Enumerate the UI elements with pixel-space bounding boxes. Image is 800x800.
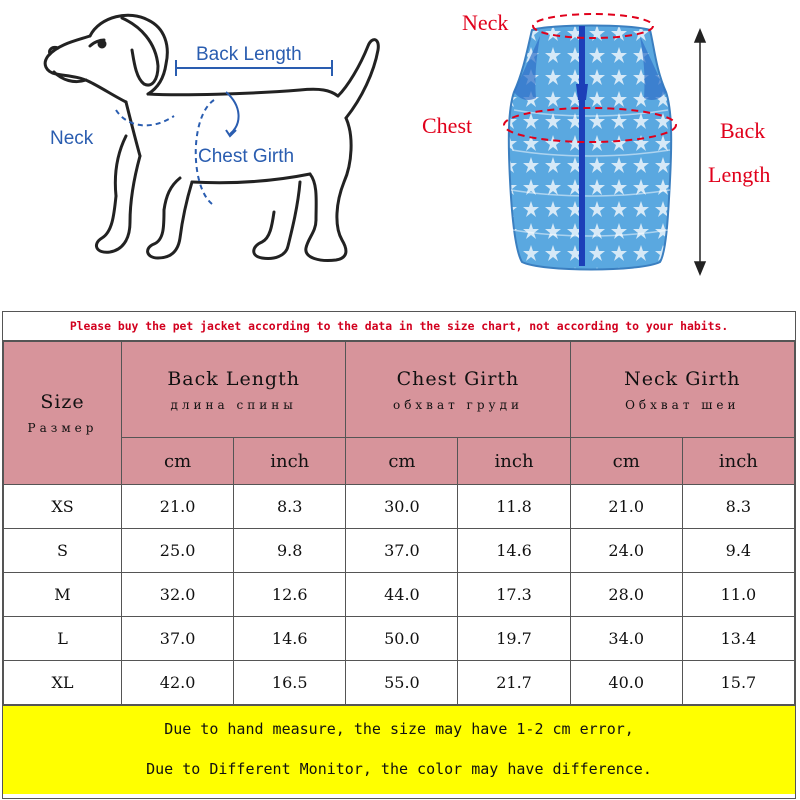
size-header-label-ru: Размер	[27, 421, 98, 435]
value-cell: 21.0	[570, 485, 682, 529]
size-header-label: Size	[40, 391, 85, 413]
table-row	[4, 661, 795, 705]
vest-label-neck: Neck	[462, 10, 509, 35]
dog-label-chest-girth: Chest Girth	[198, 146, 295, 167]
value-cell: 15.7	[682, 661, 794, 705]
vest-length-arrow	[695, 30, 705, 274]
value-cell: 19.7	[458, 617, 570, 661]
value-cell: 9.8	[234, 529, 346, 573]
group-title: Back Length	[167, 367, 300, 390]
value-cell: 16.5	[234, 661, 346, 705]
value-cell: 17.3	[458, 573, 570, 617]
group-subtitle: Обхват шеи	[625, 397, 740, 412]
value-cell: 21.7	[458, 661, 570, 705]
measurement-diagrams	[0, 0, 800, 312]
size-notice: Please buy the pet jacket according to the data in the size chart, not according to your habits.	[3, 312, 795, 341]
size-cell: XL	[4, 661, 122, 705]
vest-label-chest: Chest	[422, 113, 473, 138]
group-subtitle: длина спины	[170, 397, 297, 412]
size-cell: XS	[4, 485, 122, 529]
group-subtitle: обхват груди	[392, 397, 523, 412]
value-cell: 8.3	[234, 485, 346, 529]
table-header-row	[4, 342, 795, 438]
value-cell: 37.0	[346, 529, 458, 573]
value-cell: 44.0	[346, 573, 458, 617]
value-cell: 40.0	[570, 661, 682, 705]
disclaimer-footer	[3, 705, 795, 794]
neck-girth-header	[570, 342, 794, 438]
vest-image	[509, 26, 671, 270]
size-cell: M	[4, 573, 122, 617]
disclaimer-line-2: Due to Different Monitor, the color may have difference.	[146, 760, 652, 778]
value-cell: 9.4	[682, 529, 794, 573]
unit-header: inch	[458, 438, 570, 485]
group-title: Chest Girth	[396, 367, 520, 390]
value-cell: 55.0	[346, 661, 458, 705]
value-cell: 50.0	[346, 617, 458, 661]
value-cell: 11.0	[682, 573, 794, 617]
value-cell: 8.3	[682, 485, 794, 529]
value-cell: 14.6	[458, 529, 570, 573]
table-row	[4, 617, 795, 661]
value-cell: 12.6	[234, 573, 346, 617]
value-cell: 11.8	[458, 485, 570, 529]
dog-measurement-diagram	[30, 6, 420, 306]
table-row	[4, 529, 795, 573]
unit-header: inch	[682, 438, 794, 485]
value-cell: 21.0	[122, 485, 234, 529]
unit-header: inch	[234, 438, 346, 485]
value-cell: 14.6	[234, 617, 346, 661]
value-cell: 32.0	[122, 573, 234, 617]
value-cell: 30.0	[346, 485, 458, 529]
vest-label-length: Length	[708, 162, 771, 187]
back-length-header	[122, 342, 346, 438]
value-cell: 34.0	[570, 617, 682, 661]
value-cell: 37.0	[122, 617, 234, 661]
vest-measurement-diagram	[410, 0, 800, 312]
unit-header-row	[4, 438, 795, 485]
size-table	[3, 341, 795, 705]
size-column-header	[4, 342, 122, 485]
unit-header: cm	[570, 438, 682, 485]
table-row	[4, 485, 795, 529]
disclaimer-line-1: Due to hand measure, the size may have 1-2 cm error,	[164, 720, 634, 738]
chest-girth-header	[346, 342, 570, 438]
table-row	[4, 573, 795, 617]
size-cell: S	[4, 529, 122, 573]
size-cell: L	[4, 617, 122, 661]
value-cell: 25.0	[122, 529, 234, 573]
vest-label-back: Back	[720, 118, 766, 143]
value-cell: 24.0	[570, 529, 682, 573]
value-cell: 42.0	[122, 661, 234, 705]
size-chart	[2, 311, 796, 799]
group-title: Neck Girth	[624, 367, 741, 390]
dog-label-back-length: Back Length	[196, 44, 302, 65]
dog-label-neck: Neck	[50, 128, 94, 149]
value-cell: 28.0	[570, 573, 682, 617]
unit-header: cm	[122, 438, 234, 485]
unit-header: cm	[346, 438, 458, 485]
value-cell: 13.4	[682, 617, 794, 661]
